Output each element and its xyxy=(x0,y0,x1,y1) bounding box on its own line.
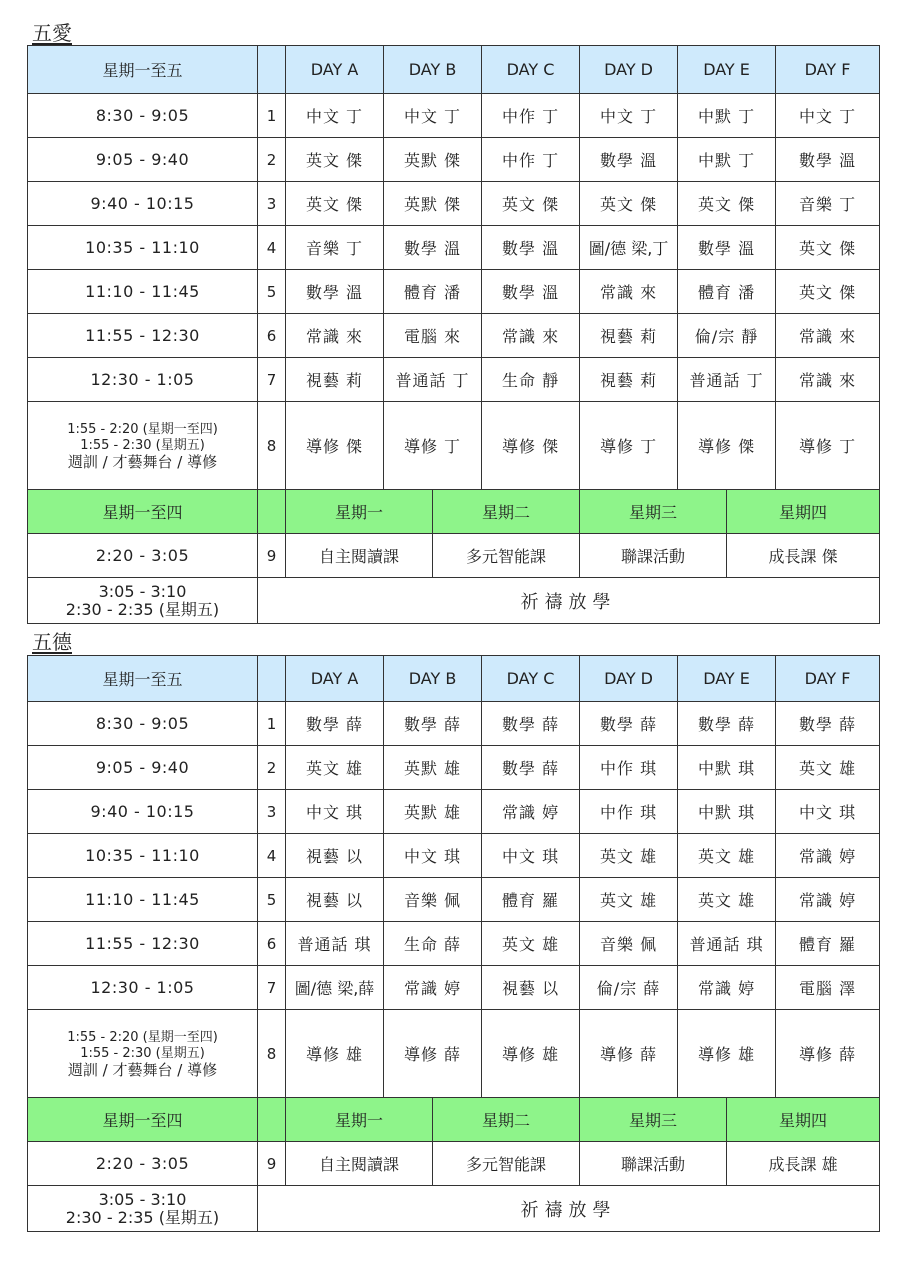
time-line: 2:30 - 2:35 (星期五) xyxy=(65,1207,220,1227)
lesson-cell: 視藝 莉 xyxy=(580,314,678,358)
activity-cell: 成長課 傑 xyxy=(727,534,880,578)
period-time: 2:20 - 3:05 xyxy=(28,534,258,578)
lesson-cell: 中作 丁 xyxy=(482,138,580,182)
day-a-header: DAY A xyxy=(286,656,384,702)
lesson-cell: 中文 丁 xyxy=(580,94,678,138)
period-time: 11:55 - 12:30 xyxy=(28,922,258,966)
lesson-cell: 數學 薛 xyxy=(776,702,880,746)
lesson-cell: 數學 溫 xyxy=(286,270,384,314)
weekday-header-row xyxy=(28,490,880,534)
wednesday-header: 星期三 xyxy=(580,1098,727,1142)
period-number: 8 xyxy=(258,1010,286,1098)
time-line: 週訓 / 才藝舞台 / 導修 xyxy=(67,1060,218,1079)
lesson-cell: 數學 溫 xyxy=(482,270,580,314)
lesson-cell: 中默 丁 xyxy=(678,94,776,138)
lesson-cell: 英文 傑 xyxy=(482,182,580,226)
lesson-cell: 英默 雄 xyxy=(384,790,482,834)
lesson-cell: 英文 雄 xyxy=(678,878,776,922)
lesson-cell: 中文 琪 xyxy=(482,834,580,878)
period-row xyxy=(28,834,880,878)
lesson-cell: 導修 丁 xyxy=(776,402,880,490)
lesson-cell: 數學 溫 xyxy=(776,138,880,182)
lesson-cell: 英文 傑 xyxy=(286,182,384,226)
day-a-header: DAY A xyxy=(286,46,384,94)
lesson-cell: 常識 來 xyxy=(580,270,678,314)
day-e-header: DAY E xyxy=(678,656,776,702)
lesson-cell: 中文 琪 xyxy=(776,790,880,834)
timetable-5ai xyxy=(27,45,880,624)
period-row xyxy=(28,270,880,314)
lesson-cell: 導修 傑 xyxy=(286,402,384,490)
lesson-cell: 數學 薛 xyxy=(286,702,384,746)
period-8-time xyxy=(28,1010,258,1098)
lesson-cell: 常識 婷 xyxy=(678,966,776,1010)
lesson-cell: 數學 溫 xyxy=(482,226,580,270)
period-number: 1 xyxy=(258,94,286,138)
period-row xyxy=(28,966,880,1010)
dismissal-text: 祈禱放學 xyxy=(258,1186,880,1232)
lesson-cell: 數學 溫 xyxy=(580,138,678,182)
lesson-cell: 視藝 莉 xyxy=(286,358,384,402)
lesson-cell: 導修 丁 xyxy=(384,402,482,490)
lesson-cell: 導修 丁 xyxy=(580,402,678,490)
lesson-cell: 普通話 琪 xyxy=(286,922,384,966)
lesson-cell: 英文 傑 xyxy=(776,226,880,270)
day-e-header: DAY E xyxy=(678,46,776,94)
period-row xyxy=(28,922,880,966)
lesson-cell: 常識 婷 xyxy=(776,878,880,922)
lesson-cell: 中默 琪 xyxy=(678,746,776,790)
lesson-cell: 音樂 佩 xyxy=(384,878,482,922)
time-line: 1:55 - 2:20 (星期一至四) xyxy=(67,421,218,437)
lesson-cell: 倫/宗 靜 xyxy=(678,314,776,358)
lesson-cell: 音樂 丁 xyxy=(286,226,384,270)
time-header: 星期一至五 xyxy=(28,46,258,94)
lesson-cell: 視藝 以 xyxy=(286,834,384,878)
period-time: 9:05 - 9:40 xyxy=(28,138,258,182)
period-row xyxy=(28,138,880,182)
lesson-cell: 圖/德 梁,丁 xyxy=(580,226,678,270)
period-row xyxy=(28,878,880,922)
lesson-cell: 常識 來 xyxy=(776,358,880,402)
lesson-cell: 體育 羅 xyxy=(776,922,880,966)
period-number: 8 xyxy=(258,402,286,490)
period-number: 5 xyxy=(258,878,286,922)
day-header-row xyxy=(28,46,880,94)
lesson-cell: 數學 薛 xyxy=(482,746,580,790)
activity-cell: 多元智能課 xyxy=(433,534,580,578)
period-8-row xyxy=(28,1010,880,1098)
class-title: 五愛 xyxy=(32,21,72,45)
dismissal-time xyxy=(28,1186,258,1232)
lesson-cell: 導修 薛 xyxy=(384,1010,482,1098)
activity-cell: 聯課活動 xyxy=(580,534,727,578)
thursday-header: 星期四 xyxy=(727,490,880,534)
wednesday-header: 星期三 xyxy=(580,490,727,534)
activity-cell: 多元智能課 xyxy=(433,1142,580,1186)
period-8-row xyxy=(28,402,880,490)
period-time: 10:35 - 11:10 xyxy=(28,834,258,878)
day-c-header: DAY C xyxy=(482,656,580,702)
day-b-header: DAY B xyxy=(384,656,482,702)
lesson-cell: 英默 傑 xyxy=(384,182,482,226)
lesson-cell: 英默 雄 xyxy=(384,746,482,790)
lesson-cell: 中文 丁 xyxy=(286,94,384,138)
lesson-cell: 普通話 丁 xyxy=(384,358,482,402)
period-time: 12:30 - 1:05 xyxy=(28,966,258,1010)
lesson-cell: 音樂 丁 xyxy=(776,182,880,226)
activity-cell: 自主閱讀課 xyxy=(286,1142,433,1186)
lesson-cell: 英文 傑 xyxy=(776,270,880,314)
lesson-cell: 數學 薛 xyxy=(678,702,776,746)
lesson-cell: 視藝 以 xyxy=(286,878,384,922)
lesson-cell: 普通話 琪 xyxy=(678,922,776,966)
lesson-cell: 導修 雄 xyxy=(678,1010,776,1098)
period-row xyxy=(28,702,880,746)
lesson-cell: 電腦 澤 xyxy=(776,966,880,1010)
period-time: 10:35 - 11:10 xyxy=(28,226,258,270)
period-number: 9 xyxy=(258,534,286,578)
lesson-cell: 常識 婷 xyxy=(482,790,580,834)
lesson-cell: 體育 潘 xyxy=(384,270,482,314)
day-d-header: DAY D xyxy=(580,656,678,702)
day-d-header: DAY D xyxy=(580,46,678,94)
lesson-cell: 圖/德 梁,薛 xyxy=(286,966,384,1010)
lesson-cell: 常識 來 xyxy=(776,314,880,358)
weekday-header-row xyxy=(28,1098,880,1142)
period-row xyxy=(28,226,880,270)
period-number: 7 xyxy=(258,358,286,402)
period-row xyxy=(28,94,880,138)
lesson-cell: 英文 傑 xyxy=(678,182,776,226)
dismissal-text: 祈禱放學 xyxy=(258,578,880,624)
lesson-cell: 導修 薛 xyxy=(580,1010,678,1098)
time-line: 3:05 - 3:10 xyxy=(98,581,187,601)
lesson-cell: 數學 溫 xyxy=(384,226,482,270)
lesson-cell: 英文 雄 xyxy=(580,834,678,878)
tuesday-header: 星期二 xyxy=(433,490,580,534)
time-line: 2:30 - 2:35 (星期五) xyxy=(65,599,220,619)
lesson-cell: 導修 雄 xyxy=(286,1010,384,1098)
lesson-cell: 英文 傑 xyxy=(286,138,384,182)
period-time: 11:10 - 11:45 xyxy=(28,878,258,922)
lesson-cell: 體育 潘 xyxy=(678,270,776,314)
lesson-cell: 體育 羅 xyxy=(482,878,580,922)
period-9-row xyxy=(28,1142,880,1186)
period-number: 2 xyxy=(258,138,286,182)
dismissal-row xyxy=(28,1186,880,1232)
day-f-header: DAY F xyxy=(776,46,880,94)
period-row xyxy=(28,746,880,790)
lesson-cell: 導修 薛 xyxy=(776,1010,880,1098)
period-time: 8:30 - 9:05 xyxy=(28,94,258,138)
lesson-cell: 視藝 莉 xyxy=(580,358,678,402)
period-9-row xyxy=(28,534,880,578)
period-time: 8:30 - 9:05 xyxy=(28,702,258,746)
period-row xyxy=(28,790,880,834)
day-f-header: DAY F xyxy=(776,656,880,702)
period-number: 9 xyxy=(258,1142,286,1186)
lesson-cell: 生命 薛 xyxy=(384,922,482,966)
lesson-cell: 導修 傑 xyxy=(482,402,580,490)
lesson-cell: 中默 琪 xyxy=(678,790,776,834)
period-time: 11:10 - 11:45 xyxy=(28,270,258,314)
period-number: 6 xyxy=(258,314,286,358)
lesson-cell: 數學 薛 xyxy=(482,702,580,746)
lesson-cell: 倫/宗 薛 xyxy=(580,966,678,1010)
time-line: 1:55 - 2:30 (星期五) xyxy=(80,437,205,453)
time-line: 3:05 - 3:10 xyxy=(98,1189,187,1209)
lesson-cell: 中文 丁 xyxy=(384,94,482,138)
period-time: 2:20 - 3:05 xyxy=(28,1142,258,1186)
period-time: 11:55 - 12:30 xyxy=(28,314,258,358)
lesson-cell: 中文 琪 xyxy=(286,790,384,834)
lesson-cell: 常識 婷 xyxy=(776,834,880,878)
lesson-cell: 中默 丁 xyxy=(678,138,776,182)
period-number: 3 xyxy=(258,182,286,226)
thursday-header: 星期四 xyxy=(727,1098,880,1142)
timetable-5de xyxy=(27,655,880,1232)
lesson-cell: 英文 雄 xyxy=(776,746,880,790)
lesson-cell: 英文 雄 xyxy=(678,834,776,878)
lesson-cell: 常識 婷 xyxy=(384,966,482,1010)
time-line: 1:55 - 2:20 (星期一至四) xyxy=(67,1029,218,1045)
period-number: 5 xyxy=(258,270,286,314)
period-8-time xyxy=(28,402,258,490)
dismissal-row xyxy=(28,578,880,624)
lesson-cell: 中作 琪 xyxy=(580,746,678,790)
period-time: 9:40 - 10:15 xyxy=(28,182,258,226)
lesson-cell: 中文 琪 xyxy=(384,834,482,878)
day-c-header: DAY C xyxy=(482,46,580,94)
lesson-cell: 英文 傑 xyxy=(580,182,678,226)
period-row xyxy=(28,182,880,226)
period-time: 12:30 - 1:05 xyxy=(28,358,258,402)
lesson-cell: 視藝 以 xyxy=(482,966,580,1010)
lesson-cell: 導修 雄 xyxy=(482,1010,580,1098)
tuesday-header: 星期二 xyxy=(433,1098,580,1142)
lesson-cell: 數學 薛 xyxy=(384,702,482,746)
lesson-cell: 英文 雄 xyxy=(482,922,580,966)
lesson-cell: 音樂 佩 xyxy=(580,922,678,966)
weekday-time-header: 星期一至四 xyxy=(28,1098,258,1142)
class-title: 五德 xyxy=(32,630,72,654)
lesson-cell: 普通話 丁 xyxy=(678,358,776,402)
weekday-time-header: 星期一至四 xyxy=(28,490,258,534)
activity-cell: 聯課活動 xyxy=(580,1142,727,1186)
lesson-cell: 英文 雄 xyxy=(286,746,384,790)
monday-header: 星期一 xyxy=(286,490,433,534)
lesson-cell: 常識 來 xyxy=(482,314,580,358)
lesson-cell: 數學 溫 xyxy=(678,226,776,270)
period-time: 9:40 - 10:15 xyxy=(28,790,258,834)
period-time: 9:05 - 9:40 xyxy=(28,746,258,790)
lesson-cell: 數學 薛 xyxy=(580,702,678,746)
day-header-row xyxy=(28,656,880,702)
time-line: 週訓 / 才藝舞台 / 導修 xyxy=(67,452,218,471)
activity-cell: 自主閱讀課 xyxy=(286,534,433,578)
monday-header: 星期一 xyxy=(286,1098,433,1142)
lesson-cell: 電腦 來 xyxy=(384,314,482,358)
day-b-header: DAY B xyxy=(384,46,482,94)
period-number: 2 xyxy=(258,746,286,790)
lesson-cell: 中作 琪 xyxy=(580,790,678,834)
period-number: 7 xyxy=(258,966,286,1010)
lesson-cell: 導修 傑 xyxy=(678,402,776,490)
lesson-cell: 中文 丁 xyxy=(776,94,880,138)
dismissal-time xyxy=(28,578,258,624)
period-number: 4 xyxy=(258,834,286,878)
period-number: 1 xyxy=(258,702,286,746)
lesson-cell: 英默 傑 xyxy=(384,138,482,182)
time-line: 1:55 - 2:30 (星期五) xyxy=(80,1045,205,1061)
time-header: 星期一至五 xyxy=(28,656,258,702)
activity-cell: 成長課 雄 xyxy=(727,1142,880,1186)
period-number: 3 xyxy=(258,790,286,834)
lesson-cell: 生命 靜 xyxy=(482,358,580,402)
lesson-cell: 中作 丁 xyxy=(482,94,580,138)
period-number: 6 xyxy=(258,922,286,966)
period-row xyxy=(28,314,880,358)
lesson-cell: 英文 雄 xyxy=(580,878,678,922)
period-number: 4 xyxy=(258,226,286,270)
lesson-cell: 常識 來 xyxy=(286,314,384,358)
period-row xyxy=(28,358,880,402)
